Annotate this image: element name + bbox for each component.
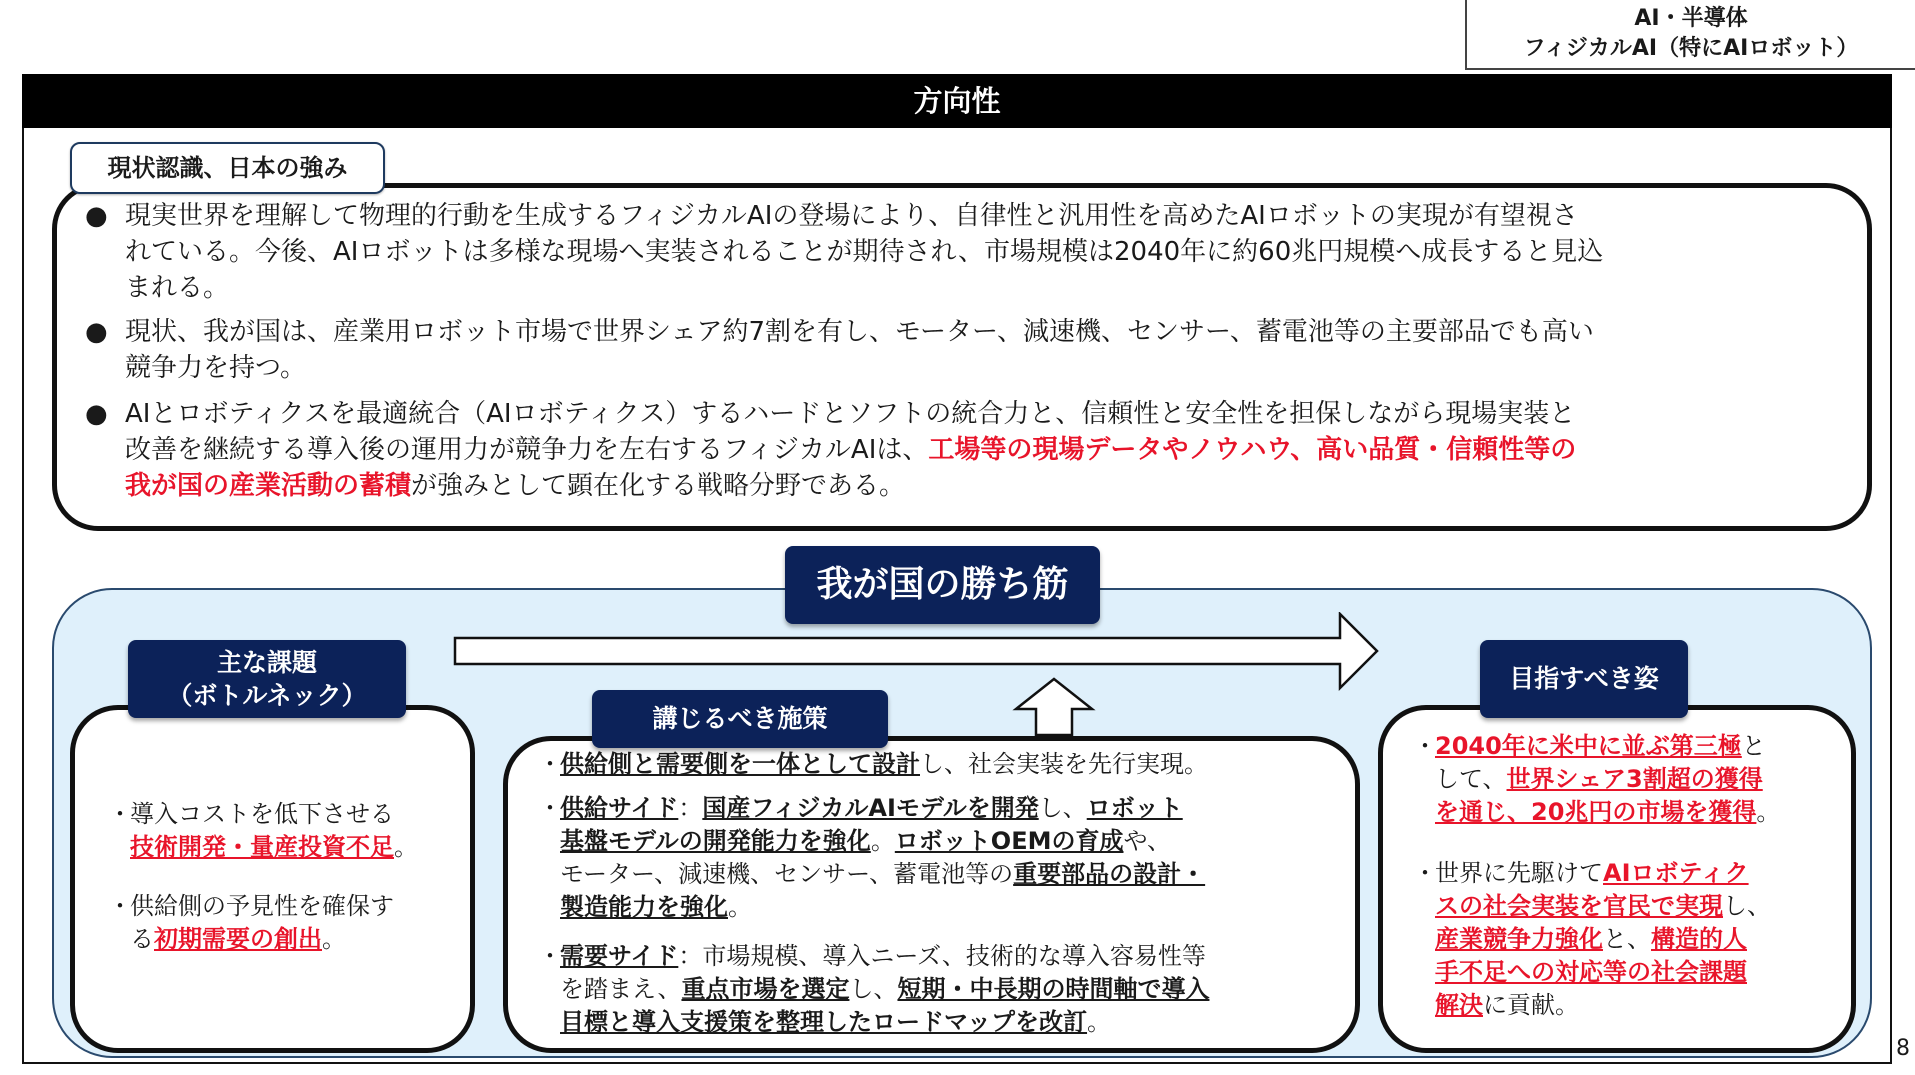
issues-panel xyxy=(70,705,475,1053)
goal-1-line-3 xyxy=(1435,796,1853,829)
goal-2-r5: 手不足への対応等の社会課題 xyxy=(1435,958,1747,986)
goal-2-line-3 xyxy=(1435,923,1853,956)
page-number: 8 xyxy=(1896,1036,1910,1061)
measure-2-u3: ロボット xyxy=(1086,794,1183,822)
goal-2-t1: 世界に先駆けて xyxy=(1435,859,1603,887)
measure-2-t3: 。 xyxy=(870,827,895,855)
issue-item-1 xyxy=(108,798,468,864)
measure-2-line-4 xyxy=(560,891,1348,924)
measure-2-line-1 xyxy=(560,792,1348,825)
issue-mark: ・ xyxy=(108,800,132,828)
goal-1-t2: して、 xyxy=(1435,765,1507,793)
measure-2-t1: ： xyxy=(678,794,703,822)
issues-label xyxy=(128,640,406,718)
issue-2-start: る xyxy=(130,925,154,953)
category-tag-line1: AI・半導体 xyxy=(1634,6,1748,31)
goal-mark: ・ xyxy=(1413,859,1437,887)
issue-mark: ・ xyxy=(108,892,132,920)
goal-item-1 xyxy=(1413,730,1853,829)
measure-1-highlight: 供給側と需要側を一体として設計 xyxy=(560,750,920,778)
goal-mark: ・ xyxy=(1413,732,1437,760)
measure-2-t4: や、 xyxy=(1123,827,1172,855)
issue-1-line-2 xyxy=(130,831,468,864)
goal-item-2 xyxy=(1413,857,1853,1022)
goal-1-line-2 xyxy=(1435,763,1853,796)
goal-2-r4: 構造的人 xyxy=(1651,925,1747,953)
measure-3-t1: ：市場規模、導入ニーズ、技術的な導入容易性等 xyxy=(678,942,1206,970)
goal-2-line-4 xyxy=(1435,956,1853,989)
flow-arrow-icon xyxy=(450,612,1380,692)
goal-2-r6: 解決 xyxy=(1435,991,1483,1019)
current-bullet-1 xyxy=(85,198,1865,308)
issue-item-2 xyxy=(108,890,468,956)
goal-1-r1: 2040年に米中に並ぶ第三極 xyxy=(1435,732,1742,760)
measure-2-t5: モーター、減速機、センサー、蓄電池等の xyxy=(560,860,1014,888)
goal-2-t3: と、 xyxy=(1603,925,1651,953)
measure-2-u1: 供給サイド xyxy=(560,794,679,822)
bullet-1-line-2: れている。今後、AIロボットは多様な現場へ実装されることが期待され、市場規模は2040年に約60兆円規模へ成長すると見込 xyxy=(125,237,1604,267)
issue-2-highlight: 初期需要の創出 xyxy=(154,925,322,953)
measure-item-2 xyxy=(538,792,1348,924)
measure-1-text: し、社会実装を先行実現。 xyxy=(920,750,1208,778)
measure-3-t4: 。 xyxy=(1087,1008,1112,1036)
issues-label-line1: 主な課題 xyxy=(216,648,317,677)
measure-3-line-2 xyxy=(560,973,1348,1006)
measure-mark: ・ xyxy=(538,942,562,970)
goal-2-t2: し、 xyxy=(1723,892,1771,920)
measure-2-u4: 基盤モデルの開発能力を強化 xyxy=(560,827,871,855)
bullet-3-line-3-text: が強みとして顕在化する戦略分野である。 xyxy=(411,471,906,501)
measure-3-u3: 短期・中長期の時間軸で導入 xyxy=(897,975,1210,1003)
bullet-dot-icon: ● xyxy=(85,201,108,231)
measure-item-1 xyxy=(538,748,1348,781)
issue-2-end: 。 xyxy=(322,925,346,953)
current-bullet-3 xyxy=(85,396,1865,508)
measure-2-line-3 xyxy=(560,858,1348,891)
goal-2-line-2 xyxy=(1435,890,1853,923)
measure-2-t6: 。 xyxy=(728,893,752,921)
measures-label: 講じるべき施策 xyxy=(592,690,888,748)
measure-3-u1: 需要サイド xyxy=(560,942,679,970)
measure-3-line-1 xyxy=(560,940,1348,973)
direction-title: 方向性 xyxy=(22,74,1892,128)
strategy-title: 我が国の勝ち筋 xyxy=(785,546,1100,624)
goal-2-r1: AIロボティク xyxy=(1603,859,1749,887)
measure-2-t2: し、 xyxy=(1038,794,1087,822)
category-tag-line2: フィジカルAI（特にAIロボット） xyxy=(1523,36,1859,61)
bullet-1-line-3: まれる。 xyxy=(125,273,230,303)
bullet-1-line-1: 現実世界を理解して物理的行動を生成するフィジカルAIの登場により、自律性と汎用性を高めたAIロボットの実現が有望視さ xyxy=(125,201,1578,231)
issue-2-line-1: 供給側の予見性を確保す xyxy=(130,892,394,920)
issue-1-end: 。 xyxy=(394,833,418,861)
current-bullet-2 xyxy=(85,314,1865,390)
current-status-label: 現状認識、日本の強み xyxy=(70,142,385,194)
goal-2-r3: 産業競争力強化 xyxy=(1435,925,1603,953)
measure-3-line-3 xyxy=(560,1006,1348,1039)
goal-1-line-1 xyxy=(1435,730,1853,763)
bullet-3-line-3 xyxy=(125,468,905,504)
bullet-dot-icon: ● xyxy=(85,317,108,347)
bullet-3-line-2-text: 改善を継続する導入後の運用力が競争力を左右するフィジカルAIは、 xyxy=(125,435,929,465)
goal-1-r2: 世界シェア3割超の獲得 xyxy=(1506,765,1763,793)
bullet-3-line-2-highlight: 工場等の現場データやノウハウ、高い品質・信頼性等の xyxy=(928,435,1577,465)
goal-2-t4: に貢献。 xyxy=(1483,991,1579,1019)
up-arrow-icon xyxy=(1012,675,1096,737)
bullet-3-line-1: AIとロボティクスを最適統合（AIロボティクス）するハードとソフトの統合力と、信頼性と安全性を担保しながら現場実装と xyxy=(125,399,1576,429)
issue-1-line-1: 導入コストを低下させる xyxy=(130,800,394,828)
issues-label-line2: （ボトルネック） xyxy=(167,681,367,710)
goals-label: 目指すべき姿 xyxy=(1480,640,1688,718)
measure-3-t2: を踏まえ、 xyxy=(560,975,682,1003)
goal-2-line-1 xyxy=(1435,857,1853,890)
goal-2-line-5 xyxy=(1435,989,1853,1022)
issue-1-highlight: 技術開発・量産投資不足 xyxy=(130,833,394,861)
goal-1-t1: と xyxy=(1741,732,1766,760)
measure-3-t3: し、 xyxy=(849,975,898,1003)
goal-1-r3: を通じ、20兆円の市場を獲得 xyxy=(1435,798,1757,826)
measure-2-u2: 国産フィジカルAIモデルを開発 xyxy=(702,794,1039,822)
measure-mark: ・ xyxy=(538,794,562,822)
bullet-dot-icon: ● xyxy=(85,399,108,429)
category-tag xyxy=(1465,0,1915,70)
measure-2-line-2 xyxy=(560,825,1348,858)
measure-item-3 xyxy=(538,940,1348,1039)
measure-mark: ・ xyxy=(538,750,562,778)
bullet-2-line-2: 競争力を持つ。 xyxy=(125,353,306,383)
issue-2-line-2 xyxy=(130,923,468,956)
measure-2-u5: ロボットOEMの育成 xyxy=(894,827,1124,855)
measure-3-u2: 重点市場を選定 xyxy=(681,975,850,1003)
measure-2-u7: 製造能力を強化 xyxy=(560,893,728,921)
measure-2-u6: 重要部品の設計・ xyxy=(1013,860,1206,888)
goal-2-r2: スの社会実装を官民で実現 xyxy=(1435,892,1723,920)
bullet-3-line-2 xyxy=(125,432,1576,468)
bullet-2-line-1: 現状、我が国は、産業用ロボット市場で世界シェア約7割を有し、モーター、減速機、センサー、蓄電池等の主要部品でも高い xyxy=(125,317,1594,347)
bullet-3-line-3-highlight: 我が国の産業活動の蓄積 xyxy=(125,471,412,501)
goal-1-t3: 。 xyxy=(1756,798,1781,826)
measure-3-u4: 目標と導入支援策を整理したロードマップを改訂 xyxy=(560,1008,1088,1036)
